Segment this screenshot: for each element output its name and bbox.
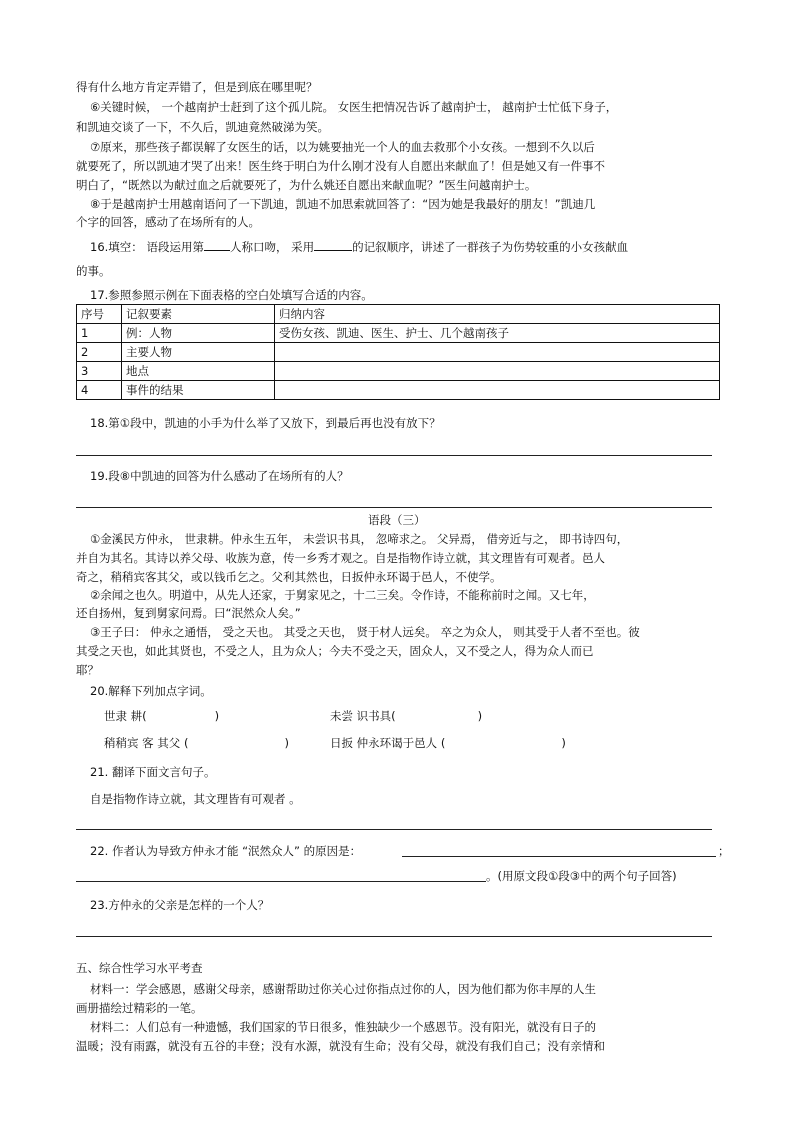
- q16-blank-order[interactable]: [314, 238, 352, 251]
- passage-two-paragraph-8: ⑧于是越南护士用越南语问了一下凯迪，凯迪不加思索就回答了：“因为她是我最好的朋友！”凯迪几: [90, 197, 596, 211]
- q22-note: 。(用原文段①段③中的两个句子回答): [486, 869, 677, 883]
- passage-two-line: 明白了，“既然以为献过血之后就要死了，为什么姚还自愿出来献血呢？”医生问越南护士。: [76, 178, 537, 192]
- table-row: [77, 362, 720, 381]
- material-line: 温暖；没有雨露，就没有五谷的丰登；没有水源，就没有生命；没有父母，就没有我们自己；没有亲情和: [76, 1039, 605, 1053]
- q22-end-mark: ；: [718, 844, 730, 858]
- passage-three-line: 还自扬州，复到舅家问焉。曰“泯然众人矣。”: [76, 606, 301, 620]
- q20-open-paren: (: [440, 736, 446, 750]
- row-number: 3: [77, 362, 122, 381]
- question-19: 19.段⑧中凯迪的回答为什么感动了在场所有的人？: [90, 469, 349, 483]
- answer-line-21[interactable]: [76, 829, 712, 830]
- q21-sentence: 自是指物作诗立就，其文理皆有可观者 。: [90, 792, 301, 806]
- passage-two-line: 和凯迪交谈了一下，不久后，凯迪竟然破涕为笑。: [76, 120, 329, 134]
- table-row: [77, 381, 720, 400]
- q16-text-b: 人称口吻， 采用: [229, 240, 315, 254]
- row-content-answer[interactable]: [275, 343, 720, 362]
- q20-close-paren: ): [284, 736, 289, 750]
- section-5-title: 五、综合性学习水平考查: [76, 961, 203, 975]
- passage-two-paragraph-7: ⑦原来，那些孩子都误解了女医生的话，以为姚要抽光一个人的血去救那个小女孩。一想到不久以后: [90, 140, 595, 154]
- material-line: 画册描绘过精彩的一笔。: [76, 1001, 203, 1015]
- question-16: [90, 238, 628, 255]
- row-number: 1: [77, 324, 122, 343]
- passage-three-line: 耶？: [76, 663, 99, 677]
- q20-item-word: 世隶 耕: [104, 709, 143, 723]
- answer-line-22a[interactable]: [402, 856, 716, 857]
- material-2: 材料二：人们总有一种遗憾，我们国家的节日很多，惟独缺少一个感恩节。没有阳光，就没有日子的: [90, 1020, 596, 1034]
- material-1: 材料一：学会感恩，感谢父母亲，感谢帮助过你关心过你指点过你的人，因为他们都为你丰厚的人生: [90, 982, 596, 996]
- question-18: 18.第①段中，凯迪的小手为什么举了又放下，到最后再也没有放下？: [90, 416, 441, 430]
- answer-line-22b[interactable]: [76, 881, 486, 882]
- elements-table: [76, 304, 720, 400]
- question-22-prompt: 22. 作者认为导致方仲永才能 “泯然众人” 的原因是：: [90, 844, 362, 858]
- answer-line-19[interactable]: [76, 507, 712, 508]
- q16-text-a: 16.填空： 语段运用第: [90, 240, 204, 254]
- q20-close-paren: ): [477, 709, 483, 723]
- q16-text-c: 的记叙顺序，讲述了一群孩子为伤势较重的小女孩献血: [352, 240, 629, 254]
- row-content-answer[interactable]: [275, 381, 720, 400]
- q16-blank-person[interactable]: [204, 238, 230, 251]
- passage-three-paragraph-3: ③王子曰： 仲永之通悟， 受之天也。 其受之天也， 贤于材人远矣。 卒之为众人， 则其受于人者不至也。彼: [90, 625, 640, 639]
- q20-item-3: [104, 735, 289, 751]
- question-20-prompt: 20.解释下列加点字词。: [90, 684, 212, 698]
- row-number: 4: [77, 381, 122, 400]
- q20-close-paren: ): [561, 736, 566, 750]
- answer-line-23[interactable]: [76, 936, 712, 937]
- passage-three-line: 其受之天也，如此其贤也，不受之人，且为众人；今夫不受之天，固众人，又不受之人，得为众人而已: [76, 644, 594, 658]
- q20-item-word: 未尝 识书具: [330, 709, 392, 723]
- table-header-row: [77, 305, 720, 324]
- passage-three-line: 奇之，稍稍宾客其父，或以钱币乞之。父利其然也，日扳仲永环谒于邑人，不使学。: [76, 570, 502, 584]
- passage-three-title: 语段（三）: [368, 513, 426, 527]
- passage-two-line: 得有什么地方肯定弄错了，但是到底在哪里呢？: [76, 80, 318, 94]
- passage-three-paragraph-2: ②余闻之也久。明道中，从先人还家，于舅家见之，十二三矣。令作诗，不能称前时之闻。又七年，: [90, 588, 595, 602]
- row-element: 事件的结果: [122, 381, 275, 400]
- q20-item-1: [104, 708, 219, 724]
- header-number: 序号: [77, 305, 122, 324]
- row-element: 地点: [122, 362, 275, 381]
- q20-item-4: [330, 735, 566, 751]
- q20-item-word: 日扳 仲永环谒于邑人: [330, 736, 438, 750]
- passage-three-paragraph-1: ①金溪民方仲永， 世隶耕。仲永生五年， 未尝识书具， 忽啼求之。 父异焉， 借旁近与之， 即书诗四句，: [90, 532, 629, 546]
- q20-item-word: 稍稍宾 客 其父: [104, 736, 181, 750]
- passage-two-line: 就要死了，所以凯迪才哭了出来！医生终于明白为什么刚才没有人自愿出来献血了！但是她又有一件事不: [76, 159, 605, 173]
- row-content-answer[interactable]: [275, 362, 720, 381]
- q20-open-paren: (: [142, 709, 147, 723]
- question-23: 23.方仲永的父亲是怎样的一个人？: [90, 898, 270, 912]
- q20-open-paren: (: [391, 709, 396, 723]
- q20-open-paren: (: [183, 736, 189, 750]
- answer-line-18[interactable]: [76, 455, 712, 456]
- question-17-prompt: 17.参照参照示例在下面表格的空白处填写合适的内容。: [90, 288, 373, 302]
- row-element: 例：人物: [122, 324, 275, 343]
- q20-item-2: [330, 708, 482, 724]
- question-21-prompt: 21. 翻译下面文言句子。: [90, 765, 216, 779]
- row-content: 受伤女孩、凯迪、医生、护士、几个越南孩子: [275, 324, 720, 343]
- passage-three-line: 并自为其名。其诗以养父母、收族为意，传一乡秀才观之。自是指物作诗立就，其文理皆有可观者。邑人: [76, 551, 605, 565]
- passage-two-paragraph-6: ⑥关键时候， 一个越南护士赶到了这个孤儿院。 女医生把情况告诉了越南护士， 越南护士忙低下身子，: [90, 100, 618, 114]
- table-row: [77, 343, 720, 362]
- row-element: 主要人物: [122, 343, 275, 362]
- q16-line-2: 的事。: [76, 264, 111, 278]
- row-number: 2: [77, 343, 122, 362]
- header-content: 归纳内容: [275, 305, 720, 324]
- passage-two-line: 个字的回答，感动了在场所有的人。: [76, 215, 260, 229]
- table-row: [77, 324, 720, 343]
- header-element: 记叙要素: [122, 305, 275, 324]
- q20-close-paren: ): [214, 709, 220, 723]
